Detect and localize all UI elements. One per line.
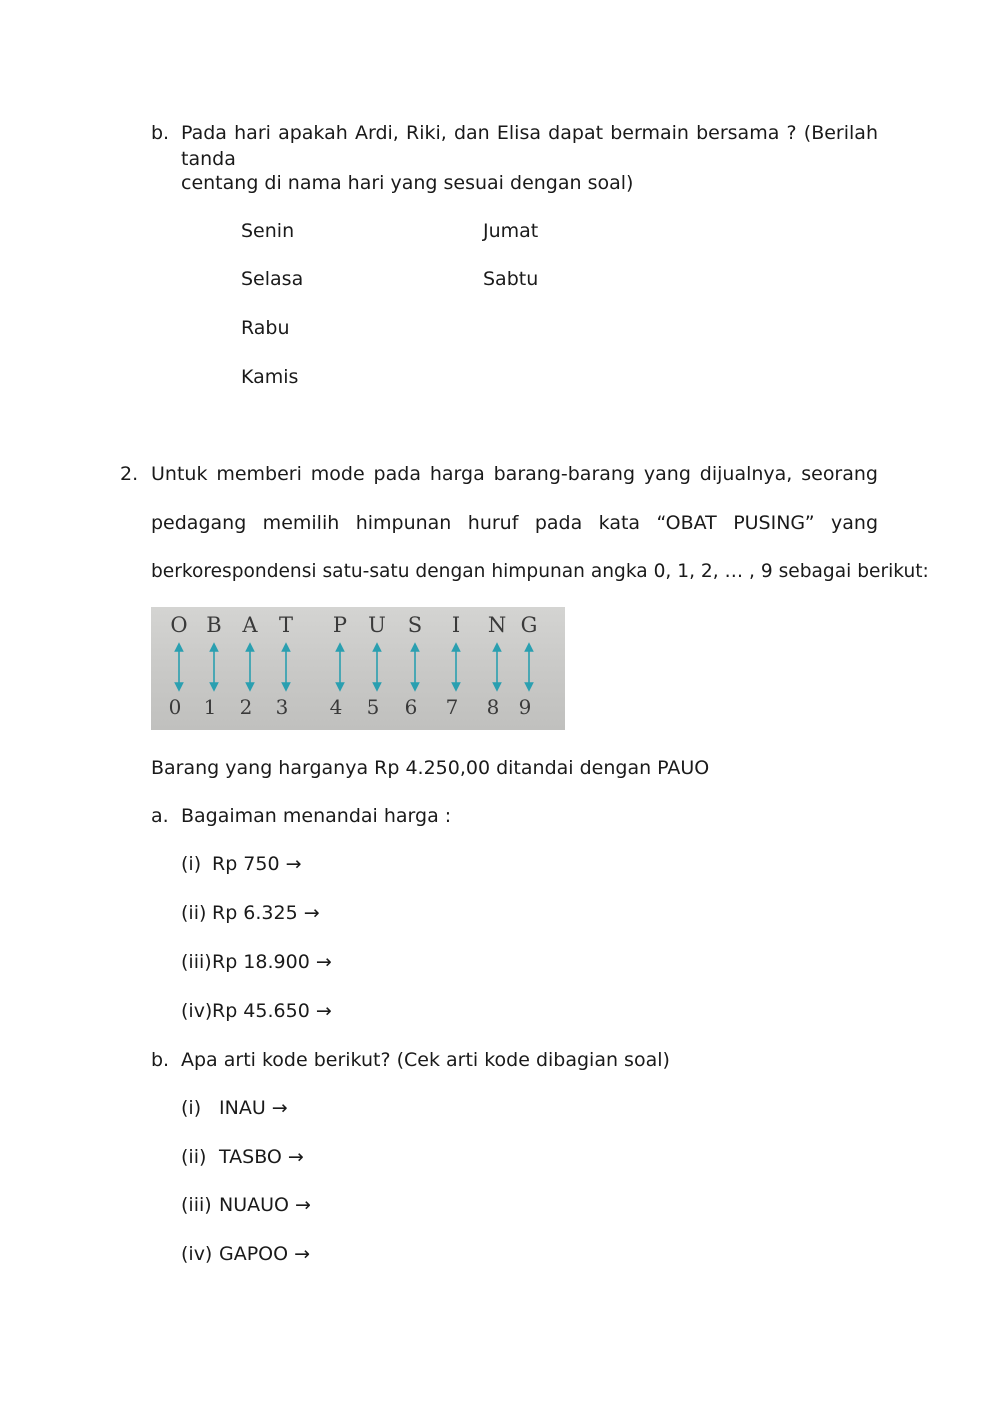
q2a-item-price: Rp 18.900 → bbox=[212, 951, 332, 973]
q2a-item-price: Rp 750 → bbox=[212, 853, 302, 875]
mapping-letter: A bbox=[242, 613, 258, 637]
q2a-prompt: Bagaiman menandai harga : bbox=[181, 805, 452, 827]
q2b-item-label: (iii) bbox=[181, 1194, 212, 1216]
mapping-letter: P bbox=[332, 613, 348, 637]
mapping-digit: 8 bbox=[486, 695, 500, 719]
q2b-item-code: INAU → bbox=[219, 1097, 288, 1119]
mapping-letter: O bbox=[170, 613, 188, 637]
mapping-letter: N bbox=[487, 613, 507, 637]
q2-text-line1: Untuk memberi mode pada harga barang-barang yang dijualnya, seorang bbox=[151, 463, 878, 485]
day-option-rabu[interactable]: Rabu bbox=[241, 317, 290, 339]
day-option-kamis[interactable]: Kamis bbox=[241, 366, 299, 388]
q2-text-line3: berkorespondensi satu-satu dengan himpunan angka 0, 1, 2, … , 9 sebagai berikut: bbox=[151, 561, 929, 582]
q2b-marker: b. bbox=[151, 1049, 170, 1071]
day-option-senin[interactable]: Senin bbox=[241, 220, 295, 242]
q2b-prompt: Apa arti kode berikut? (Cek arti kode dibagian soal) bbox=[181, 1049, 670, 1071]
q1b-question-line2: centang di nama hari yang sesuai dengan soal) bbox=[181, 172, 634, 194]
q2b-item-label: (ii) bbox=[181, 1146, 207, 1168]
q2a-item-price: Rp 6.325 → bbox=[212, 902, 320, 924]
q2a-item-price: Rp 45.650 → bbox=[212, 1000, 332, 1022]
q2a-item-label: (iv) bbox=[181, 1000, 213, 1022]
mapping-digit: 4 bbox=[329, 695, 343, 719]
day-option-jumat[interactable]: Jumat bbox=[483, 220, 539, 242]
q2b-item-code: NUAUO → bbox=[219, 1194, 311, 1216]
day-option-selasa[interactable]: Selasa bbox=[241, 268, 304, 290]
q2b-item-label: (i) bbox=[181, 1097, 202, 1119]
q2a-item-label: (ii) bbox=[181, 902, 207, 924]
mapping-digit: 1 bbox=[203, 695, 217, 719]
q2-example: Barang yang harganya Rp 4.250,00 ditandai dengan PAUO bbox=[151, 757, 710, 779]
mapping-letter: B bbox=[206, 613, 222, 637]
q2b-item-label: (iv) bbox=[181, 1243, 213, 1265]
mapping-letter: I bbox=[451, 613, 461, 637]
q2b-item-code: GAPOO → bbox=[219, 1243, 311, 1265]
mapping-digit: 9 bbox=[518, 695, 532, 719]
mapping-digit: 7 bbox=[445, 695, 459, 719]
day-option-sabtu[interactable]: Sabtu bbox=[483, 268, 539, 290]
mapping-letter: G bbox=[520, 613, 538, 637]
mapping-letter: U bbox=[368, 613, 386, 637]
mapping-letter: T bbox=[278, 613, 294, 637]
q2a-marker: a. bbox=[151, 805, 169, 827]
q2b-item-code: TASBO → bbox=[219, 1146, 304, 1168]
q2a-item-label: (i) bbox=[181, 853, 202, 875]
mapping-digit: 3 bbox=[275, 695, 289, 719]
mapping-digit: 2 bbox=[239, 695, 253, 719]
q2-number: 2. bbox=[120, 463, 139, 485]
q1b-marker: b. bbox=[151, 122, 170, 144]
letter-digit-mapping-figure bbox=[151, 607, 565, 730]
q2a-item-label: (iii) bbox=[181, 951, 212, 973]
mapping-digit: 6 bbox=[404, 695, 418, 719]
mapping-digit: 5 bbox=[366, 695, 380, 719]
q2-text-line2: pedagang memilih himpunan huruf pada kata “OBAT PUSING” yang bbox=[151, 512, 878, 534]
mapping-digit: 0 bbox=[168, 695, 182, 719]
mapping-letter: S bbox=[407, 613, 423, 637]
q1b-question-line1: Pada hari apakah Ardi, Riki, dan Elisa dapat bermain bersama ? (Berilah tanda bbox=[181, 122, 878, 170]
